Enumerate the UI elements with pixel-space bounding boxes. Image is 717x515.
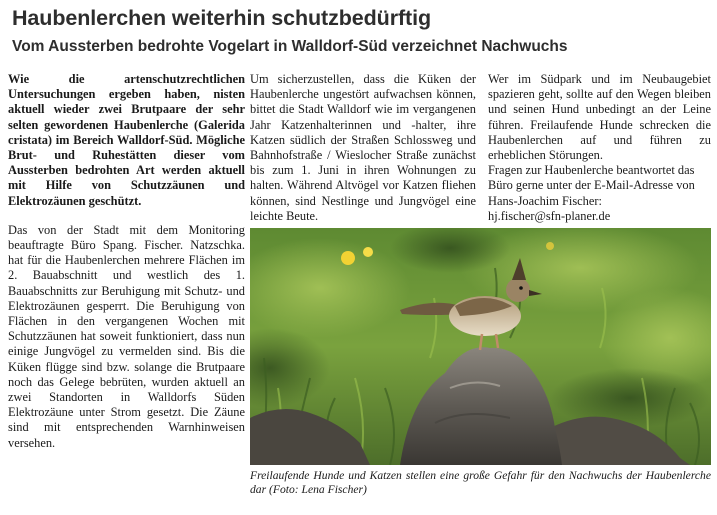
article-column-1: [8, 72, 245, 451]
body-paragraph-kontakt: Fragen zur Haubenlerche beantwortet das Büro gerne unter der E-Mail-Adresse von Hans-Joachim Fischer:: [488, 163, 695, 208]
crested-lark-photo: [250, 228, 711, 465]
article-column-3: [488, 72, 711, 224]
photo-caption: Freilaufende Hunde und Katzen stellen eine große Gefahr für den Nachwuchs der Haubenlerche dar (Foto: Lena Fischer): [250, 469, 711, 496]
subheadline: Vom Aussterben bedrohte Vogelart in Walldorf-Süd verzeichnet Nachwuchs: [12, 38, 568, 55]
contact-email: hj.fischer@sfn-planer.de: [488, 208, 611, 223]
body-paragraph-katzen: Um sicherzustellen, dass die Küken der Haubenlerche ungestört aufwachsen können, bittet die Stadt Walldorf wie im vergangenen Jahr Katzenhalterinnen und -halter, ihre Katzen südlich der Straßen Schlossweg und Bahnhofstraße / Wieslocher Straße zunächst bis zum 1. Juni in ihren Wohnungen zu halten. Während Altvögel vor Katzen fliehen können, sind Nestlinge und Jungvögel eine leichte Beute.: [250, 72, 476, 223]
body-paragraph-hunde: Wer im Südpark und im Neubaugebiet spazieren geht, sollte auf den Wegen bleiben und seinen Hund unbedingt an der Leine führen. Freilaufende Hunde schrecken die Haubenlerchen auf und führen zu erheblichen Störungen.: [488, 72, 711, 163]
headline: Haubenlerchen weiterhin schutzbedürftig: [12, 6, 431, 30]
body-paragraph: Das von der Stadt mit dem Monitoring beauftragte Büro Spang. Fischer. Natzschka. hat für die Haubenlerchen mehrere Flächen im 2. Bauabschnitt und westlich des 1. Bauabschnitts zur Beruhigung mit Schutz- und Elektrozäunen gesperrt. Die Beruhigung von Flächen in den vergangenen Wochen mit Schutzzäunen hat soweit funktioniert, dass nun einige Jungvögel zu vermelden sind. Bis die Küken flügge sind bzw. solange die Brutpaare noch das Gelege bebrüten, wurden aktuell an zwei Standorten in Walldorfs Süden Elektrozäune unter Strom gesetzt. Die Zäune sind mit entsprechenden Warnhinweisen versehen.: [8, 222, 245, 450]
article-column-2: [250, 72, 476, 224]
lead-paragraph: Wie die artenschutzrechtlichen Untersuchungen ergeben haben, nisten aktuell wieder zwei Brutpaare der sehr selten gewordenen Haubenlerche (Galerida cristata) im Bereich Walldorf-Süd. Mögliche Brut- und Ruhestätten dieser vom Aussterben bedrohten Art werden aktuell mit Hilfe von Schutzzäunen und Elektrozäunen geschützt.: [8, 72, 245, 208]
